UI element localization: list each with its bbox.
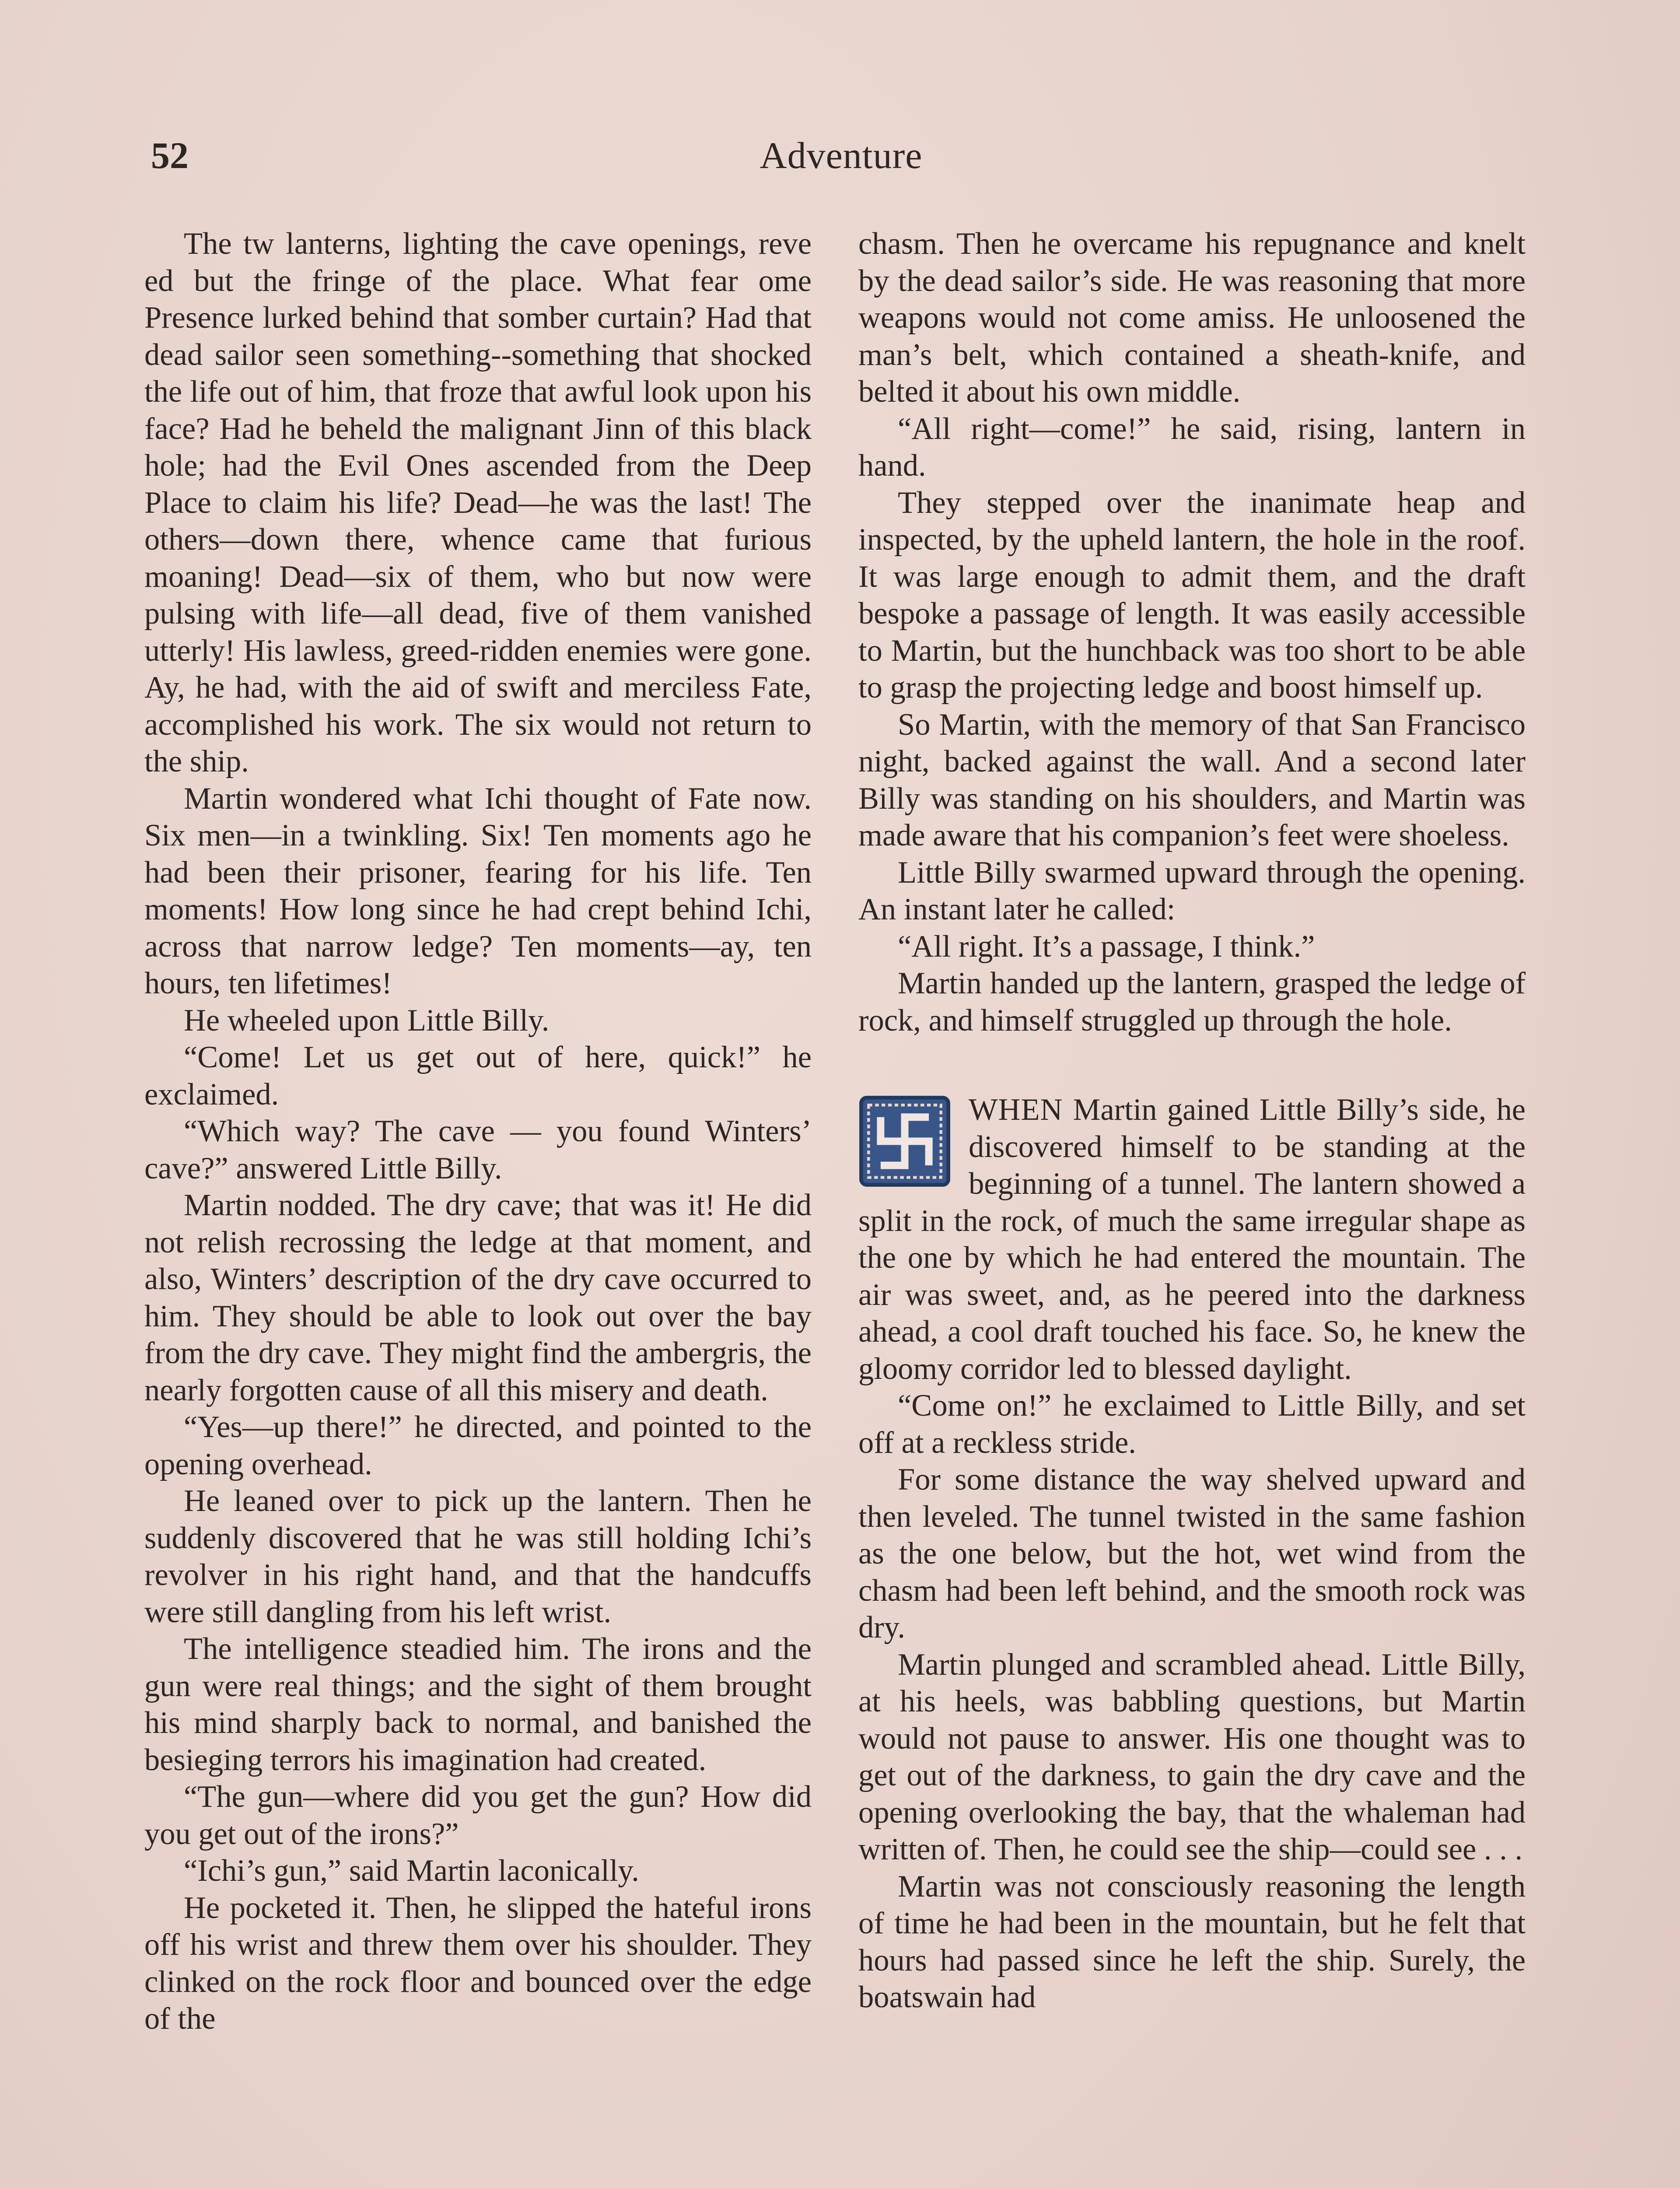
paragraph: “Yes—up there!” he directed, and pointed to the opening overhead. bbox=[144, 1410, 812, 1481]
paragraph: “Come on!” he exclaimed to Little Billy, and set off at a reckless stride. bbox=[858, 1389, 1526, 1460]
paragraph: Martin wondered what Ichi thought of Fate now. Six men—in a twinkling. Six! Ten moments ago he had been their prisoner, fearing for his life. Ten moments! How long since he had crept behind Ichi, across that narrow ledge? Ten moments—ay, ten hours, ten lifetimes! bbox=[144, 781, 812, 1000]
paragraph: He pocketed it. Then, he slipped the hateful irons off his wrist and threw them over his shoulder. They clinked on the rock floor and bounced over the edge of the bbox=[144, 1890, 812, 2036]
section-text: Martin gained Little Billy’s side, he discovered himself to be standing at the beginning of a tunnel. The lantern showed a split in the rock, of much the same irregular shape as the one by which he had entered the mountain. The air was sweet, and, as he peered into the darkness ahead, a cool draft touched his face. So, he knew the gloomy corridor led to blessed daylight. bbox=[858, 1093, 1526, 1386]
page-header bbox=[151, 129, 1531, 182]
paragraph: “Ichi’s gun,” said Martin laconically. bbox=[184, 1854, 639, 1888]
paragraph: “The gun—where did you get the gun? How did you get out of the irons?” bbox=[144, 1780, 812, 1851]
swastika-ornament-icon bbox=[858, 1095, 951, 1188]
paragraph: They stepped over the inanimate heap and inspected, by the upheld lantern, the hole in the roof. It was large enough to admit them, and the draft bespoke a passage of length. It was easily accessible to Martin, but the hunchback was too short to be able to grasp the projecting ledge and boost himself up. bbox=[858, 485, 1526, 705]
paragraph: “All right—come!” he said, rising, lantern in hand. bbox=[858, 411, 1526, 483]
paragraph: “All right. It’s a passage, I think.” bbox=[898, 929, 1315, 964]
paragraph: He wheeled upon Little Billy. bbox=[184, 1003, 550, 1038]
paragraph: The intelligence steadied him. The irons and the gun were real things; and the sight of them brought his mind sharply back to normal, and banished the besieging terrors his imagination had created. bbox=[144, 1632, 812, 1777]
section-opening-paragraph bbox=[858, 1091, 1526, 1387]
paragraph: Martin handed up the lantern, grasped the ledge of rock, and himself struggled up through the hole. bbox=[858, 966, 1526, 1038]
paragraph: So Martin, with the memory of that San Francisco night, backed against the wall. And a second later Billy was standing on his shoulders, and Martin was made aware that his companion’s feet were shoeless. bbox=[858, 707, 1526, 852]
left-column bbox=[144, 225, 812, 2188]
paragraph: chasm. Then he overcame his repugnance and knelt by the dead sailor’s side. He was reasoning that more weapons would not come amiss. He unloosened the man’s belt, which contained a sheath-knife, and belted it about his own middle. bbox=[858, 227, 1526, 409]
paragraph: Martin plunged and scrambled ahead. Little Billy, at his heels, was babbling questions, but Martin would not pause to answer. His one thought was to get out of the darkness, to gain the dry cave and the opening overlooking the bay, that the whaleman had written of. Then, he could see the ship—could see . . . bbox=[858, 1647, 1526, 1866]
page-number: 52 bbox=[151, 134, 189, 176]
paragraph: He leaned over to pick up the lantern. Then he suddenly discovered that he was still holding Ichi’s revolver in his right hand, and that the handcuffs were still dangling from his left wrist. bbox=[144, 1484, 812, 1629]
right-column bbox=[858, 225, 1526, 2188]
paragraph: The tw lanterns, lighting the cave openings, reve ed but the fringe of the place. What fear ome Presence lurked behind that somber curtain? Had that dead sailor seen something--something that shocked the life out of him, that froze that awful look upon his face? Had he beheld the malignant Jinn of this black hole; had the Evil Ones ascended from the Deep Place to claim his life? Dead—he was the last! The others—down there, whence came that furious moaning! Dead—six of them, who but now were pulsing with life—all dead, five of them vanished utterly! His lawless, greed-ridden enemies were gone. Ay, he had, with the aid of swift and merciless Fate, accomplished his work. The six would not return to the ship. bbox=[144, 227, 812, 778]
paragraph: For some distance the way shelved upward and then leveled. The tunnel twisted in the same fashion as the one below, but the hot, wet wind from the chasm had been left behind, and the smooth rock was dry. bbox=[858, 1462, 1526, 1645]
paragraph: Little Billy swarmed upward through the opening. An instant later he called: bbox=[858, 855, 1526, 926]
paragraph: Martin was not consciously reasoning the length of time he had been in the mountain, but he felt that hours had passed since he left the ship. Surely, the boatswain had bbox=[858, 1869, 1526, 2014]
paragraph: Martin nodded. The dry cave; that was it! He did not relish recrossing the ledge at that moment, and also, Winters’ description of the dry cave occurred to him. They should be able to look out over the bay from the dry cave. They might find the ambergris, the nearly forgotten cause of all this misery and death. bbox=[144, 1188, 812, 1407]
paragraph: “Come! Let us get out of here, quick!” he exclaimed. bbox=[144, 1040, 812, 1112]
paragraph: “Which way? The cave — you found Winters’ cave?” answered Little Billy. bbox=[144, 1114, 812, 1185]
running-title: Adventure bbox=[760, 134, 923, 176]
section-lead-word: WHEN bbox=[969, 1093, 1063, 1127]
